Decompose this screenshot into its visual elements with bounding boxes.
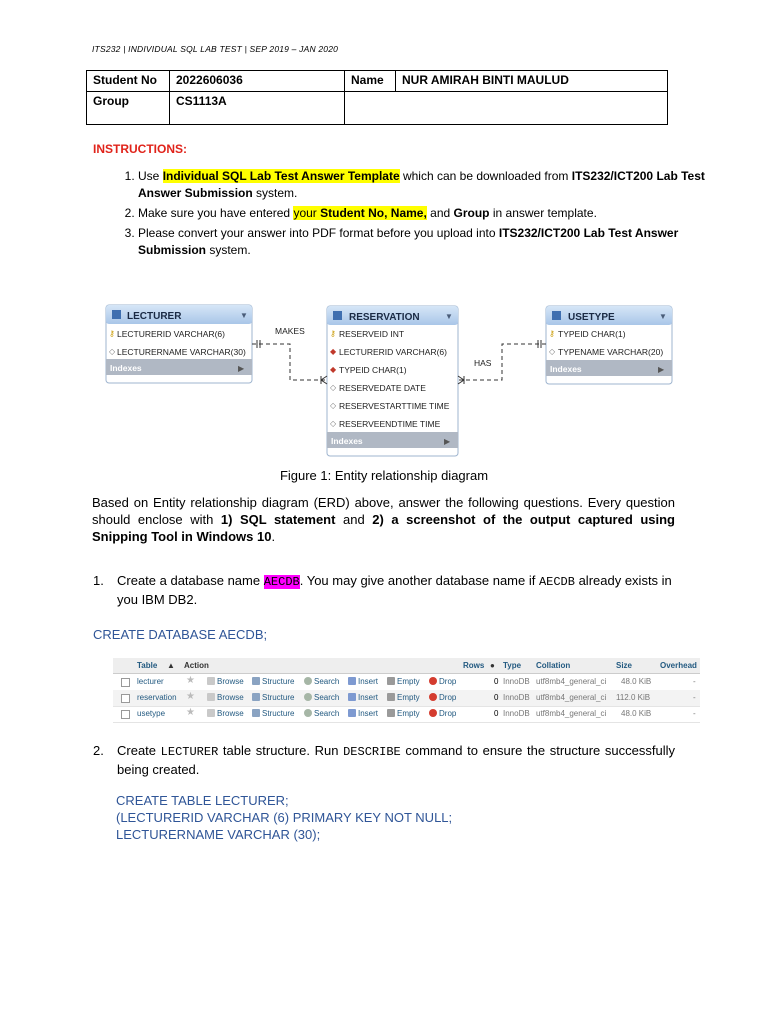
- label: Insert: [358, 677, 379, 686]
- diamond-icon: ◇: [549, 347, 556, 356]
- field-typename: TYPENAME VARCHAR(20): [558, 347, 664, 357]
- entity-lecturer: [106, 305, 252, 383]
- table-row[interactable]: [113, 674, 700, 691]
- relationship-makes: [252, 340, 327, 384]
- table-row[interactable]: [113, 706, 700, 723]
- size: 112.0 KiB: [616, 693, 651, 702]
- drop-link[interactable]: [429, 709, 456, 718]
- browse-icon: [207, 709, 215, 717]
- overhead: -: [693, 709, 696, 718]
- structure-link[interactable]: [252, 693, 294, 702]
- instruction-item: [138, 225, 708, 259]
- fk-diamond-icon: ◆: [330, 365, 337, 374]
- empty-cell: [345, 92, 668, 125]
- answer-1: CREATE DATABASE AECDB;: [93, 627, 268, 642]
- insert-icon: [348, 693, 356, 701]
- table-row[interactable]: [113, 690, 700, 707]
- empty-icon: [387, 693, 395, 701]
- code-lecturer: LECTURER: [160, 745, 219, 759]
- col-rows: Rows: [463, 661, 485, 670]
- erd-diagram: [100, 300, 680, 460]
- search-link[interactable]: [304, 709, 339, 718]
- table-header: [113, 658, 700, 674]
- drop-icon: [429, 693, 437, 701]
- question-1: [93, 572, 677, 612]
- text: system.: [206, 243, 251, 257]
- label: Drop: [439, 677, 457, 686]
- search-icon: [304, 693, 312, 701]
- label: Insert: [358, 709, 379, 718]
- answer-line: (LECTURERID VARCHAR (6) PRIMARY KEY NOT NULL;: [116, 810, 453, 825]
- text: Based on Entity relationship diagram (ERD) above, answer the following questions. Every question should enclose with: [92, 495, 675, 527]
- label: Structure: [262, 693, 295, 702]
- name-value: NUR AMIRAH BINTI MAULUD: [396, 71, 668, 92]
- group-value: CS1113A: [170, 92, 345, 125]
- text: .: [271, 529, 276, 544]
- system-name: ITS232/ICT200 Lab Test Answer Submission: [138, 226, 679, 257]
- browse-link[interactable]: [207, 677, 244, 686]
- answer-2: [116, 792, 452, 843]
- code-aecdb: AECDB: [263, 575, 300, 589]
- text: . You may give another database name if: [299, 573, 539, 588]
- label: Drop: [439, 693, 457, 702]
- expand-arrow-icon: ▶: [444, 437, 451, 446]
- structure-icon: [252, 693, 260, 701]
- expand-arrow-icon: ▶: [238, 364, 245, 373]
- label: Structure: [262, 709, 295, 718]
- col-action: Action: [184, 661, 209, 670]
- collation: utf8mb4_general_ci: [536, 677, 607, 686]
- bold-text: 1) SQL statement: [220, 512, 336, 527]
- insert-link[interactable]: [348, 677, 378, 686]
- text: command to ensure the structure successfully being created.: [117, 743, 676, 777]
- browse-icon: [207, 693, 215, 701]
- label: Search: [314, 677, 340, 686]
- overhead: -: [693, 693, 696, 702]
- table-icon: [333, 311, 342, 320]
- structure-link[interactable]: [252, 677, 294, 686]
- entity-reservation: [327, 306, 458, 456]
- col-type: Type: [503, 661, 522, 670]
- row-count: 0: [494, 693, 499, 702]
- entity-usetype: [546, 306, 672, 384]
- field-typeid: TYPEID CHAR(1): [558, 329, 626, 339]
- label: Drop: [439, 709, 457, 718]
- bold-text: 2) a screenshot of the output captured using Snipping Tool in Windows 10: [92, 512, 675, 544]
- table-icon: [112, 310, 121, 319]
- system-name: ITS232/ICT200 Lab Test Answer Submission: [138, 169, 705, 200]
- code-describe: DESCRIBE: [343, 745, 401, 759]
- drop-link[interactable]: [429, 693, 456, 702]
- browse-link[interactable]: [207, 709, 244, 718]
- template-highlight: Individual SQL Lab Test Answer Template: [162, 169, 400, 183]
- empty-link[interactable]: [387, 709, 420, 718]
- instruction-item: [138, 168, 708, 202]
- table-name-link[interactable]: lecturer: [137, 677, 164, 686]
- table-name-link[interactable]: usetype: [137, 709, 166, 718]
- size: 48.0 KiB: [621, 709, 652, 718]
- question-2: [93, 742, 677, 782]
- phpmyadmin-screenshot: [113, 658, 700, 722]
- collation: utf8mb4_general_ci: [536, 709, 607, 718]
- insert-link[interactable]: [348, 693, 378, 702]
- student-no-label: Student No: [87, 71, 170, 92]
- field-reservestarttime: RESERVESTARTTIME TIME: [339, 401, 450, 411]
- help-icon: ●: [490, 661, 495, 670]
- diamond-icon: ◇: [330, 383, 337, 392]
- text: table structure. Run: [218, 743, 344, 758]
- text: and: [426, 206, 454, 220]
- sort-icon: ▲: [167, 661, 175, 670]
- label: Search: [314, 709, 340, 718]
- insert-icon: [348, 709, 356, 717]
- indexes-label: Indexes: [110, 363, 142, 373]
- col-collation: Collation: [536, 661, 571, 670]
- question-text: [117, 572, 675, 609]
- text: already exists in you IBM DB2.: [117, 573, 672, 607]
- chevron-down-icon: ▼: [659, 312, 667, 321]
- row-count: 0: [494, 677, 499, 686]
- row-checkbox[interactable]: [121, 694, 130, 703]
- expand-arrow-icon: ▶: [658, 365, 665, 374]
- field-lecturerid: LECTURERID VARCHAR(6): [339, 347, 447, 357]
- insert-icon: [348, 677, 356, 685]
- text: in answer template.: [489, 206, 597, 220]
- row-checkbox[interactable]: [121, 678, 130, 687]
- engine-type: InnoDB: [503, 709, 530, 718]
- key-icon: ⚷: [330, 329, 336, 338]
- label: Empty: [397, 693, 420, 702]
- entity-title: USETYPE: [568, 312, 615, 323]
- overhead: -: [693, 677, 696, 686]
- empty-icon: [387, 709, 395, 717]
- search-link[interactable]: [304, 677, 339, 686]
- text: which can be downloaded from: [399, 169, 572, 183]
- answer-line: LECTURERNAME VARCHAR (30);: [116, 827, 321, 842]
- chevron-down-icon: ▼: [445, 312, 453, 321]
- intro-paragraph: [92, 494, 675, 545]
- student-no-value: 2022606036: [170, 71, 345, 92]
- col-overhead: Overhead: [660, 661, 697, 670]
- structure-link[interactable]: [252, 709, 294, 718]
- label: Insert: [358, 693, 379, 702]
- structure-icon: [252, 677, 260, 685]
- field-lecturername: LECTURERNAME VARCHAR(30): [117, 347, 246, 357]
- entity-title: RESERVATION: [349, 312, 420, 323]
- indexes-label: Indexes: [331, 436, 363, 446]
- favorite-star-icon[interactable]: ★: [186, 675, 195, 686]
- name-label: Name: [345, 71, 396, 92]
- drop-icon: [429, 709, 437, 717]
- text: Create: [117, 743, 161, 758]
- favorite-star-icon[interactable]: ★: [186, 707, 195, 718]
- browse-icon: [207, 677, 215, 685]
- instructions-list: [114, 168, 708, 262]
- chevron-down-icon: ▼: [240, 311, 248, 320]
- empty-icon: [387, 677, 395, 685]
- engine-type: InnoDB: [503, 693, 530, 702]
- text: and: [335, 512, 373, 527]
- empty-link[interactable]: [387, 693, 420, 702]
- highlight-bold: Student No, Name,: [320, 206, 427, 220]
- field-reservedate: RESERVEDATE DATE: [339, 383, 426, 393]
- text: Make sure you have entered: [138, 206, 294, 220]
- label: Structure: [262, 677, 295, 686]
- table-name-link[interactable]: reservation: [137, 693, 177, 702]
- diamond-icon: ◇: [330, 419, 337, 428]
- diamond-icon: ◇: [109, 347, 116, 356]
- insert-link[interactable]: [348, 709, 378, 718]
- question-number: 2.: [93, 743, 104, 758]
- key-icon: ⚷: [109, 329, 115, 338]
- key-icon: ⚷: [549, 329, 555, 338]
- student-info-table: [86, 70, 668, 125]
- table-icon: [552, 311, 561, 320]
- drop-icon: [429, 677, 437, 685]
- label: Search: [314, 693, 340, 702]
- label: Browse: [217, 677, 244, 686]
- group-bold: Group: [453, 206, 490, 220]
- field-reserveid: RESERVEID INT: [339, 329, 405, 339]
- field-typeid: TYPEID CHAR(1): [339, 365, 407, 375]
- collation: utf8mb4_general_ci: [536, 693, 607, 702]
- answer-line: CREATE TABLE LECTURER;: [116, 793, 289, 808]
- field-lecturerid: LECTURERID VARCHAR(6): [117, 329, 225, 339]
- instruction-item: [138, 205, 708, 222]
- label: Empty: [397, 709, 420, 718]
- diamond-icon: ◇: [330, 401, 337, 410]
- relationship-label-has: HAS: [474, 358, 492, 368]
- fk-diamond-icon: ◆: [330, 347, 337, 356]
- code-aecdb: AECDB: [538, 575, 575, 589]
- figure-caption: Figure 1: Entity relationship diagram: [279, 468, 489, 483]
- group-label: Group: [87, 92, 170, 125]
- field-reserveendtime: RESERVEENDTIME TIME: [339, 419, 441, 429]
- search-icon: [304, 709, 312, 717]
- col-size: Size: [616, 661, 633, 670]
- instructions-title: INSTRUCTIONS:: [93, 142, 187, 156]
- col-table: Table: [137, 661, 158, 670]
- drop-link[interactable]: [429, 677, 456, 686]
- empty-link[interactable]: [387, 677, 420, 686]
- text: Create a database name: [117, 573, 264, 588]
- row-checkbox[interactable]: [121, 710, 130, 719]
- browse-link[interactable]: [207, 693, 244, 702]
- question-text: [117, 742, 675, 779]
- label: Browse: [217, 693, 244, 702]
- engine-type: InnoDB: [503, 677, 530, 686]
- size: 48.0 KiB: [621, 677, 652, 686]
- text: Use: [138, 169, 163, 183]
- relationship-label-makes: MAKES: [275, 326, 305, 336]
- label: Browse: [217, 709, 244, 718]
- search-link[interactable]: [304, 693, 339, 702]
- favorite-star-icon[interactable]: ★: [186, 691, 195, 702]
- row-count: 0: [494, 709, 499, 718]
- search-icon: [304, 677, 312, 685]
- text: system.: [252, 186, 298, 200]
- relationship-has: [458, 340, 546, 384]
- page-header: ITS232 | INDIVIDUAL SQL LAB TEST | SEP 2019 – JAN 2020: [92, 44, 339, 54]
- question-number: 1.: [93, 573, 104, 588]
- label: Empty: [397, 677, 420, 686]
- indexes-label: Indexes: [550, 364, 582, 374]
- entity-title: LECTURER: [127, 311, 182, 322]
- structure-icon: [252, 709, 260, 717]
- text: Please convert your answer into PDF format before you upload into: [138, 226, 499, 240]
- highlight: your: [293, 206, 321, 220]
